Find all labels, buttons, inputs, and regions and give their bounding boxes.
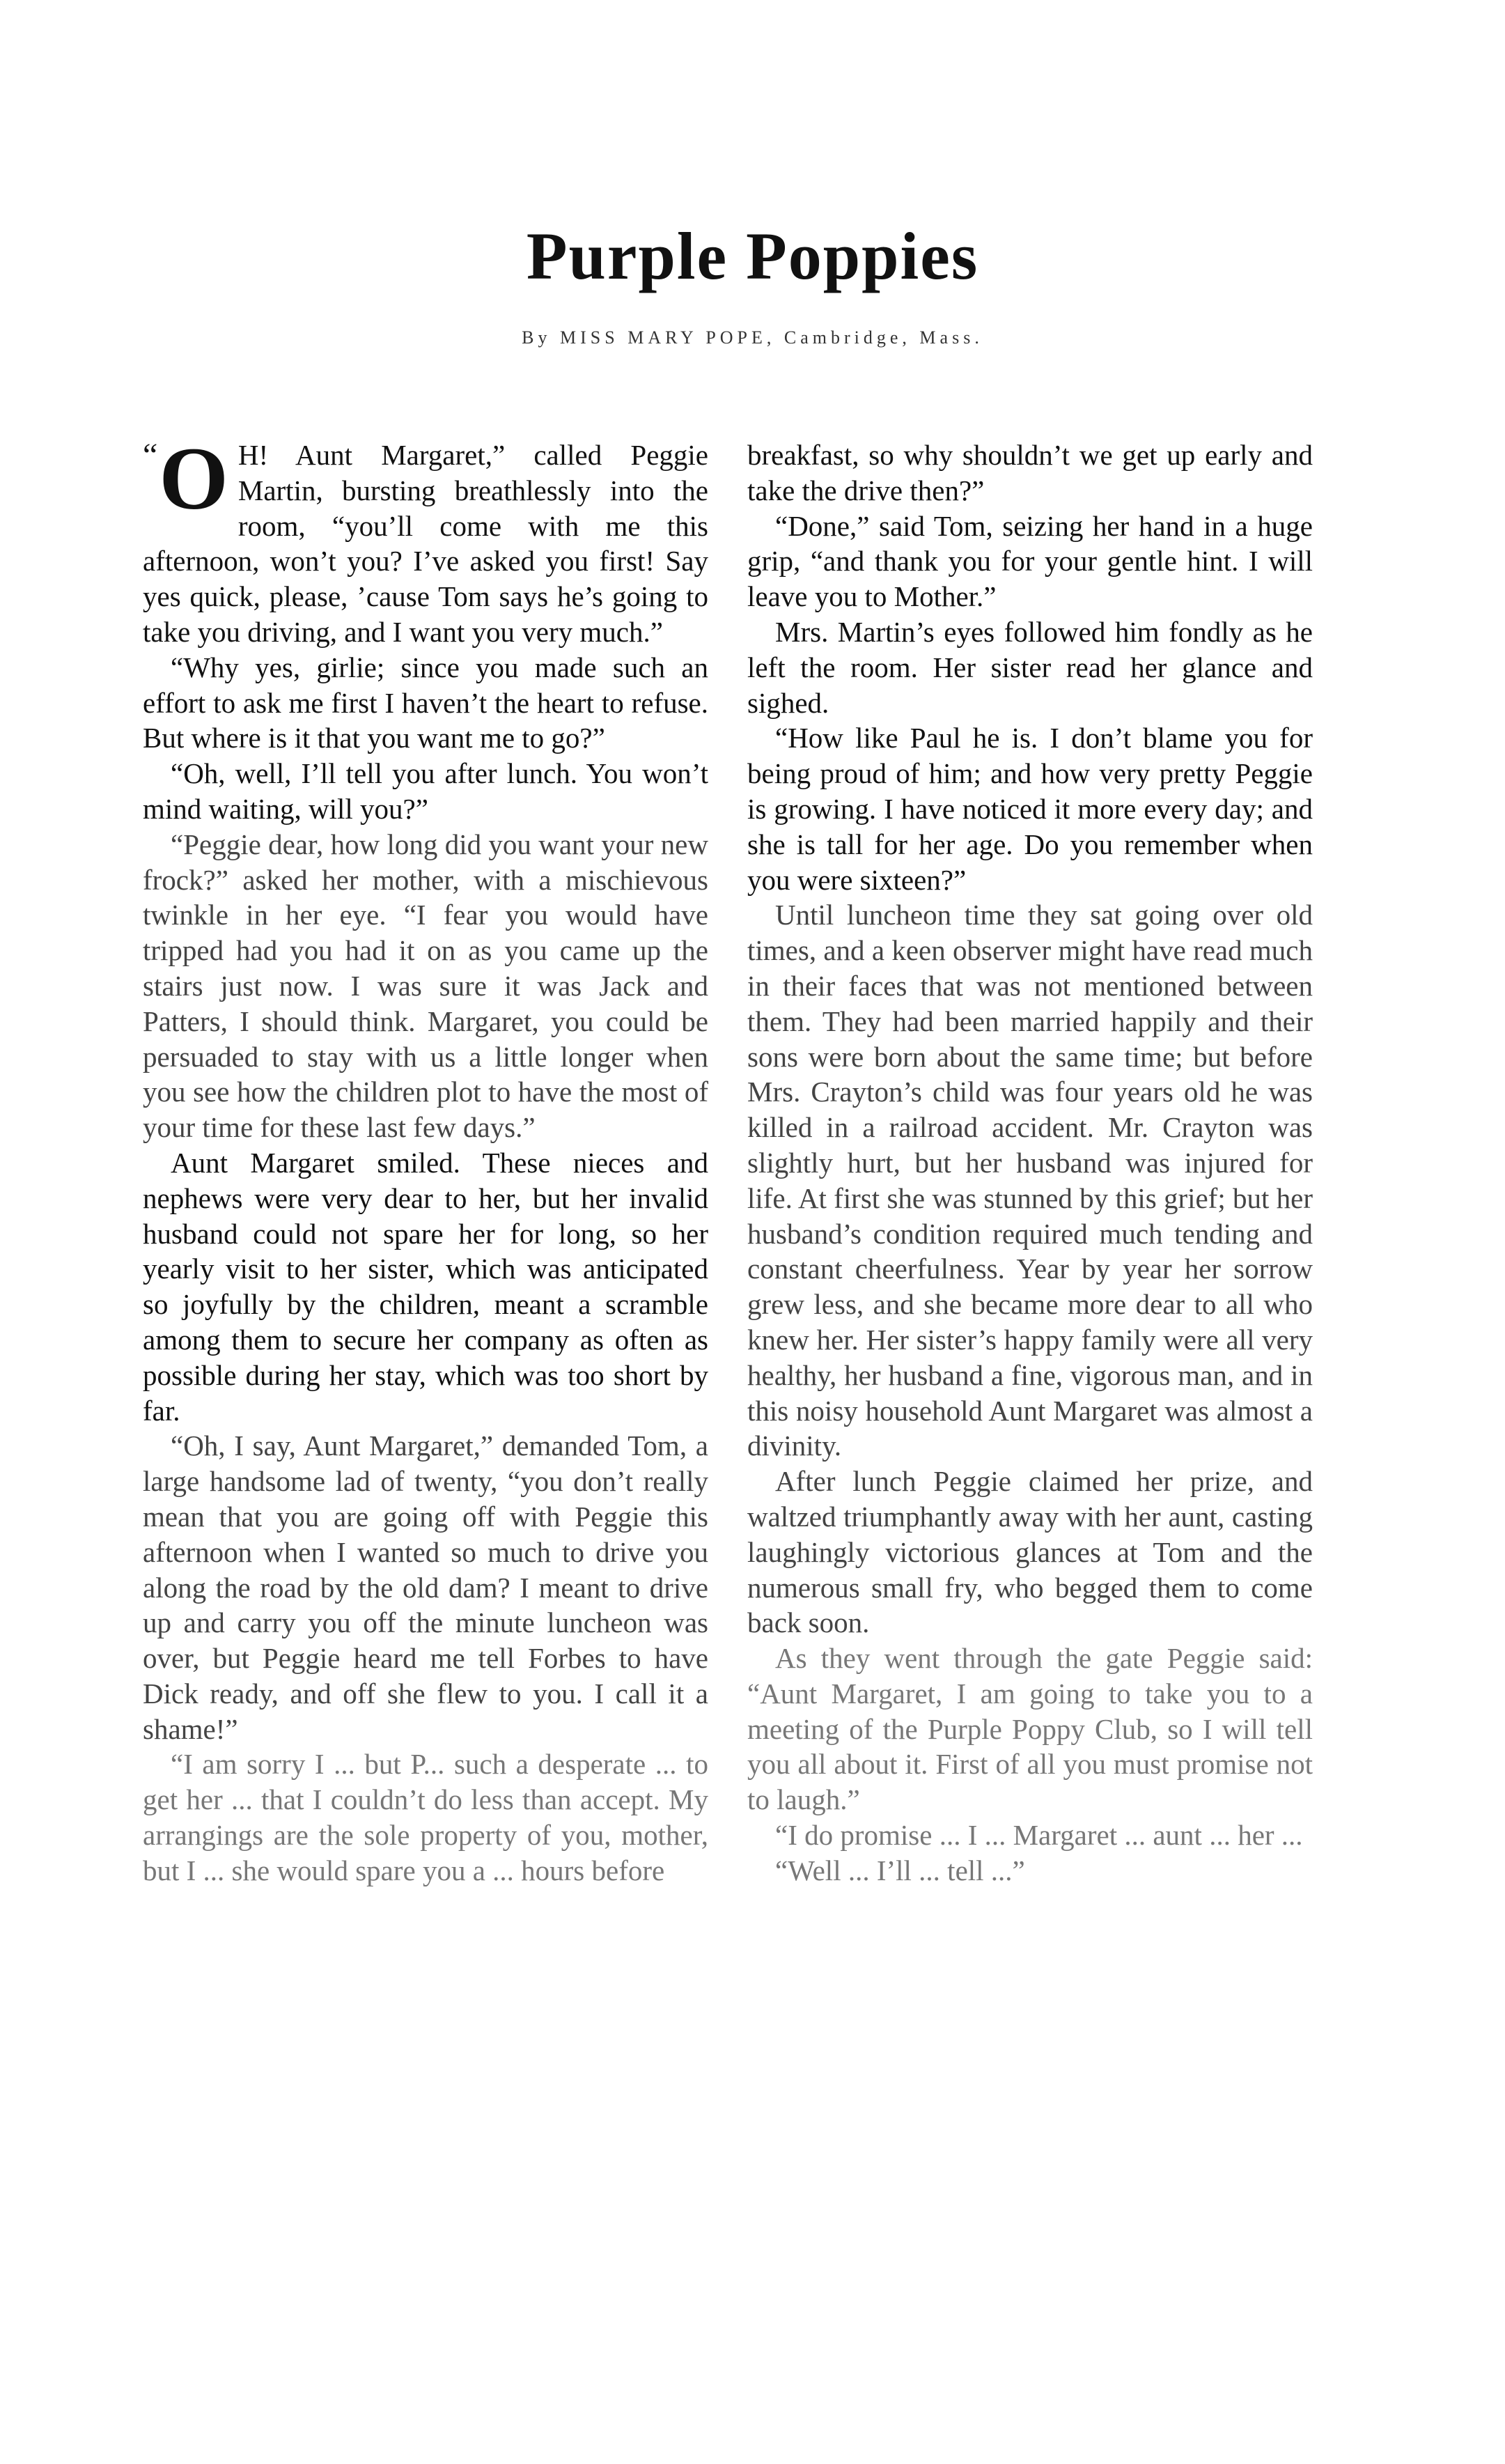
paragraph: Until luncheon time they sat going over old times, and a keen observer might have read much in their faces that was not mentioned between them. They had been married happily and their sons were born about the same time; but before Mrs. Crayton’s child was four years old he was killed in a railroad accident. Mr. Crayton was slightly hurt, but her husband was injured for life. At first she was stunned by this grief; but her husband’s condition required much tending and constant cheerfulness. Year by year her sorrow grew less, and she became more dear to all who knew her. Her sister’s happy family were all very healthy, her husband a fine, vigorous man, and in this noisy household Aunt Margaret was almost a divinity. <box>747 899 1313 1462</box>
opening-quote-mark: “ <box>143 437 158 474</box>
opening-paragraph-text: H! Aunt Margaret,” called Peggie Martin, bursting breathlessly into the room, “you’ll come with me this afternoon, won’t you? I’ve asked you first! Say yes quick, please, ’cause Tom says he’s going to take you driving, and I want you very much.” <box>143 439 708 648</box>
opening-paragraph <box>143 429 708 650</box>
paragraph: As they went through the gate Peggie said: “Aunt Margaret, I am going to take you to a meeting of the Purple Poppy Club, so I will tell you all about it. First of all you must promise not to laugh.” <box>747 1642 1313 1816</box>
paragraph: “Done,” said Tom, seizing her hand in a huge grip, “and thank you for your gentle hint. I will leave you to Mother.” <box>747 509 1313 613</box>
right-column <box>747 437 1313 1889</box>
drop-cap-letter: O <box>159 429 228 528</box>
paragraph: “I am sorry I ... but P... such a desperate ... to get her ... that I couldn’t do less than accept. My arrangings are the sole property of you, mother, but I ... she would spare you a ... hours before <box>143 1748 708 1886</box>
article-byline: By MISS MARY POPE, Cambridge, Mass. <box>522 327 983 348</box>
paragraph: “Oh, I say, Aunt Margaret,” demanded Tom, a large handsome lad of twenty, “you don’t really mean that you are going off with Peggie this afternoon when I wanted so much to drive you along the road by the old dam? I meant to drive up and carry you off the minute luncheon was over, but Peggie heard me tell Forbes to have Dick ready, and off she flew to you. I call it a shame!” <box>143 1429 708 1745</box>
paragraph: Aunt Margaret smiled. These nieces and nephews were very dear to her, but her invalid husband could not spare her for long, so her yearly visit to her sister, which was anticipated so joyfully by the children, meant a scramble among them to secure her company as often as possible during her stay, which was too short by far. <box>143 1146 708 1427</box>
paragraph: “Peggie dear, how long did you want your new frock?” asked her mother, with a mischievous twinkle in her eye. “I fear you would have tripped had you had it on as you came up the stairs just now. I was sure it was Jack and Patters, I should think. Margaret, you could be persuaded to stay with us a little longer when you see how the children plot to have the most of your time for these last few days.” <box>143 828 708 1144</box>
paragraph: “How like Paul he is. I don’t blame you for being proud of him; and how very pretty Peggie is growing. I have noticed it more every day; and she is tall for her age. Do you remember when you were sixteen?” <box>747 722 1313 896</box>
paragraph: “Oh, well, I’ll tell you after lunch. You won’t mind waiting, will you?” <box>143 757 708 825</box>
paragraph: “I do promise ... I ... Margaret ... aunt ... her ... <box>775 1819 1303 1852</box>
paragraph: Mrs. Martin’s eyes followed him fondly as he left the room. Her sister read her glance and sighed. <box>747 615 1313 719</box>
paragraph: “Why yes, girlie; since you made such an effort to ask me first I haven’t the heart to refuse. But where is it that you want me to go?” <box>143 651 708 754</box>
left-column <box>143 429 708 1889</box>
article-title: Purple Poppies <box>526 219 979 293</box>
paragraph: “Well ... I’ll ... tell ...” <box>775 1854 1025 1886</box>
paragraph: After lunch Peggie claimed her prize, and waltzed triumphantly away with her aunt, casting laughingly victorious glances at Tom and the numerous small fry, who begged them to come back soon. <box>747 1465 1313 1639</box>
paragraph: breakfast, so why shouldn’t we get up early and take the drive then?” <box>747 439 1313 506</box>
